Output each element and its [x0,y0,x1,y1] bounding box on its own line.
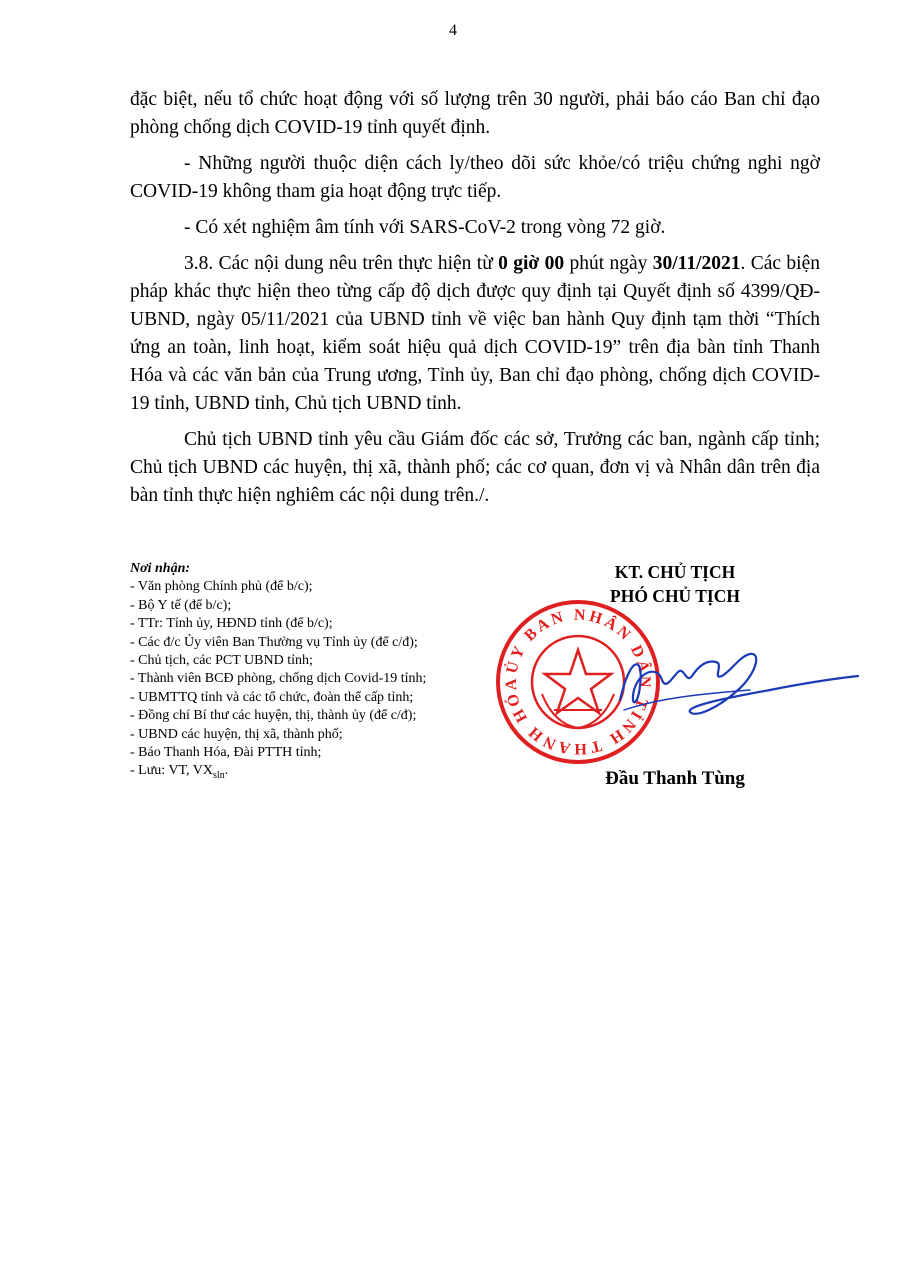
recipients-list [130,578,510,785]
recipient-item: - Thành viên BCĐ phòng, chống dịch Covid-19 tỉnh; [130,671,427,687]
page-number: 4 [449,22,457,39]
paragraph-clause-3-8 [130,250,820,418]
paragraph-test-rule: - Có xét nghiệm âm tính với SARS-CoV-2 trong vòng 72 giờ. [184,217,666,238]
signer-name: Đầu Thanh Tùng [605,768,745,789]
recipients-block [130,560,510,786]
recipient-item: - Đồng chí Bí thư các huyện, thị, thành ủy (để c/đ); [130,708,417,724]
clause-prefix: 3.8. Các nội dung nêu trên thực hiện từ [184,253,499,274]
recipient-item: - TTr: Tỉnh ủy, HĐND tỉnh (để b/c); [130,616,333,632]
recipient-item: - UBMTTQ tỉnh và các tổ chức, đoàn thể cấp tỉnh; [130,689,414,705]
seal-text: ỦY BAN NHÂN DÂN TỈNH THANH HÓA [502,606,654,758]
paragraph-quarantine-rule: - Những người thuộc diện cách ly/theo dõi sức khỏe/có triệu chứng nghi ngờ COVID-19 không tham gia hoạt động trực tiếp. [130,153,820,202]
recipient-item: - Báo Thanh Hóa, Đài PTTH tỉnh; [130,745,322,761]
recipient-item: - Bộ Y tế (để b/c); [130,597,232,613]
paragraph-closing: Chủ tịch UBND tỉnh yêu cầu Giám đốc các sở, Trưởng các ban, ngành cấp tỉnh; Chủ tịch UBND các huyện, thị xã, thành phố; các cơ quan, đơn vị và Nhân dân trên địa bàn tỉnh thực hiện nghiêm các nội dung trên./. [130,429,820,506]
recipient-item: - UBND các huyện, thị xã, thành phố; [130,726,343,742]
archive-initials: sln [213,770,225,782]
signature-title-line1: KT. CHỦ TỊCH [614,562,736,582]
clause-date: 30/11/2021 [652,253,741,274]
document-body [130,86,820,518]
paragraph-continuation: đặc biệt, nếu tổ chức hoạt động với số lượng trên 30 người, phải báo cáo Ban chỉ đạo phòng chống dịch COVID-19 tỉnh quyết định. [130,89,820,138]
archive-suffix: . [224,763,229,779]
clause-middle: phút ngày [564,253,653,274]
archive-prefix: - Lưu: VT, VX [130,763,214,779]
signature-title-line2: PHÓ CHỦ TỊCH [610,586,740,606]
clause-rest: . Các biện pháp khác thực hiện theo từng cấp độ dịch được quy định tại Quyết định số 4399/QĐ-UBND, ngày 05/11/2021 của UBND tỉnh về việc ban hành Quy định tạm thời “Thích ứng an toàn, linh hoạt, kiểm soát hiệu quả dịch COVID-19” trên địa bàn tỉnh Thanh Hóa và các văn bản của Trung ương, Tỉnh ủy, Ban chỉ đạo phòng, chống dịch COVID-19 tỉnh, UBND tỉnh, Chủ tịch UBND tỉnh. [130,253,820,414]
clause-time: 0 giờ 00 [498,253,565,274]
recipient-item: - Chủ tịch, các PCT UBND tỉnh; [130,653,313,669]
recipient-item-archive [130,762,510,785]
recipient-item: - Các đ/c Ủy viên Ban Thường vụ Tỉnh ủy (để c/đ); [130,634,418,650]
recipient-item: - Văn phòng Chính phủ (để b/c); [130,579,313,595]
recipients-title: Nơi nhận: [130,561,191,576]
handwritten-signature [600,636,862,732]
